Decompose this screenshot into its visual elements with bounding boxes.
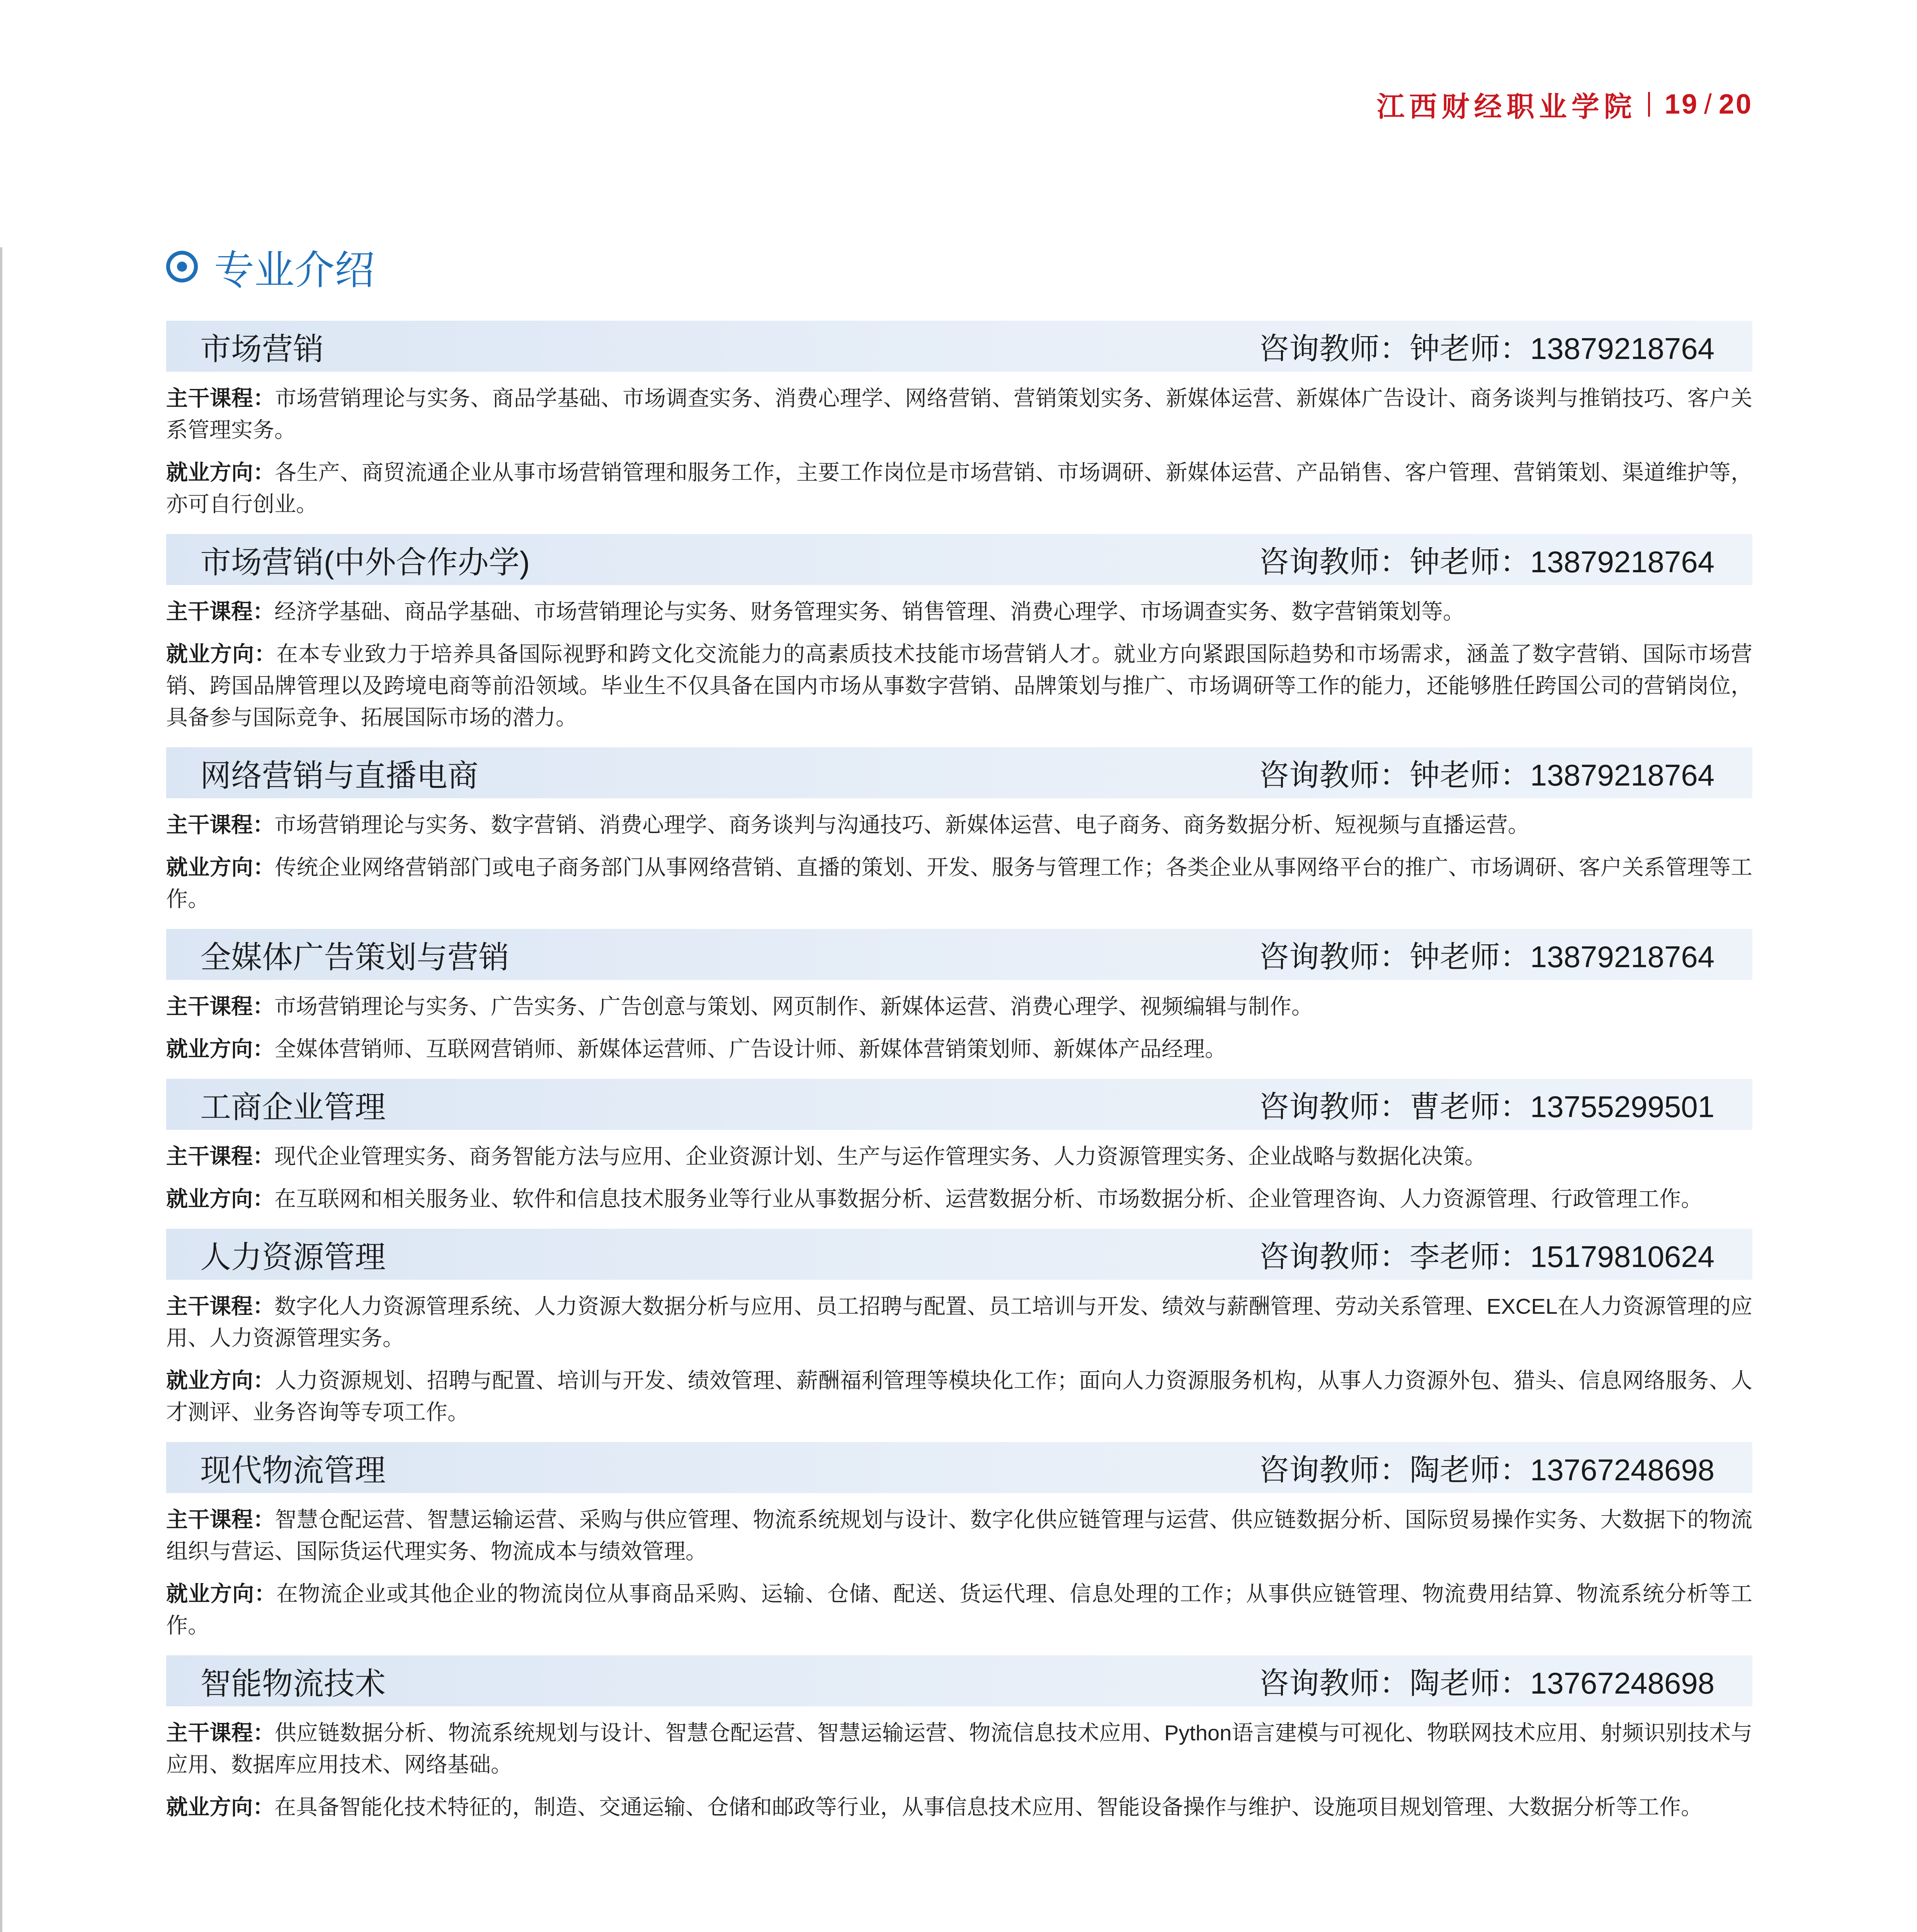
courses-label: 主干课程：	[166, 1721, 275, 1745]
major-item	[166, 747, 1752, 920]
majors-list	[166, 321, 1752, 1832]
major-header-bar	[166, 1655, 1752, 1706]
major-contact: 咨询教师：曹老师：13755299501	[1259, 1090, 1715, 1124]
major-career	[166, 1365, 1752, 1428]
major-career	[166, 1578, 1752, 1641]
major-name: 市场营销(中外合作办学)	[200, 545, 530, 580]
career-label: 就业方向：	[166, 1037, 274, 1061]
major-name: 人力资源管理	[200, 1240, 386, 1274]
major-contact: 咨询教师：钟老师：13879218764	[1259, 332, 1715, 366]
career-text: 在本专业致力于培养具备国际视野和跨文化交流能力的高素质技术技能市场营销人才。就业方向紧跟国际趋势和市场需求，涵盖了数字营销、国际市场营销、跨国品牌管理以及跨境电商等前沿领域。毕业生不仅具备在国内市场从事数字营销、品牌策划与推广、市场调研等工作的能力，还能够胜任跨国公司的营销岗位，具备参与国际竞争、拓展国际市场的潜力。	[166, 642, 1753, 730]
major-header-bar	[166, 534, 1752, 585]
career-text: 在具备智能化技术特征的，制造、交通运输、仓储和邮政等行业，从事信息技术应用、智能设备操作与维护、设施项目规划管理、大数据分析等工作。	[274, 1795, 1703, 1819]
major-career	[166, 638, 1752, 733]
courses-label: 主干课程：	[166, 994, 274, 1019]
major-career	[166, 852, 1752, 915]
page-number-current: 19	[1664, 89, 1699, 120]
major-name: 工商企业管理	[200, 1090, 386, 1124]
career-label: 就业方向：	[166, 1187, 274, 1211]
page-number-total: 20	[1718, 89, 1753, 120]
major-name: 现代物流管理	[200, 1453, 386, 1488]
major-item	[166, 534, 1752, 739]
courses-text: 供应链数据分析、物流系统规划与设计、智慧仓配运营、智慧运输运营、物流信息技术应用、Python语言建模与可视化、物联网技术应用、射频识别技术与应用、数据库应用技术、网络基础。	[166, 1721, 1753, 1777]
major-name: 市场营销	[200, 332, 324, 366]
major-courses	[166, 991, 1752, 1022]
major-item	[166, 1079, 1752, 1220]
major-career	[166, 1791, 1752, 1823]
major-header-bar	[166, 747, 1752, 798]
major-name: 网络营销与直播电商	[200, 758, 478, 793]
career-text: 传统企业网络营销部门或电子商务部门从事网络营销、直播的策划、开发、服务与管理工作；各类企业从事网络平台的推广、市场调研、客户关系管理等工作。	[166, 855, 1753, 911]
courses-text: 现代企业管理实务、商务智能方法与应用、企业资源计划、生产与运作管理实务、人力资源管理实务、企业战略与数据化决策。	[274, 1144, 1486, 1168]
major-item	[166, 1442, 1752, 1647]
major-contact: 咨询教师：钟老师：13879218764	[1259, 545, 1715, 579]
major-header-bar	[166, 1229, 1752, 1280]
career-text: 人力资源规划、招聘与配置、培训与开发、绩效管理、薪酬福利管理等模块化工作；面向人力资源服务机构，从事人力资源外包、猎头、信息网络服务、人才测评、业务咨询等专项工作。	[166, 1368, 1753, 1424]
major-courses	[166, 1717, 1752, 1781]
career-label: 就业方向：	[166, 1368, 275, 1393]
major-item	[166, 929, 1752, 1070]
courses-text: 智慧仓配运营、智慧运输运营、采购与供应管理、物流系统规划与设计、数字化供应链管理与运营、供应链数据分析、国际贸易操作实务、大数据下的物流组织与营运、国际货运代理实务、物流成本与绩效管理。	[166, 1507, 1753, 1563]
major-item	[166, 321, 1752, 526]
major-name: 智能物流技术	[200, 1666, 386, 1701]
courses-label: 主干课程：	[166, 1294, 275, 1318]
career-text: 在物流企业或其他企业的物流岗位从事商品采购、运输、仓储、配送、货运代理、信息处理的工作；从事供应链管理、物流费用结算、物流系统分析等工作。	[166, 1582, 1753, 1638]
career-label: 就业方向：	[166, 642, 277, 666]
career-label: 就业方向：	[166, 460, 275, 485]
major-courses	[166, 596, 1752, 628]
courses-text: 市场营销理论与实务、广告实务、广告创意与策划、网页制作、新媒体运营、消费心理学、视频编辑与制作。	[274, 994, 1313, 1019]
major-contact: 咨询教师：陶老师：13767248698	[1259, 1666, 1715, 1700]
major-header-bar	[166, 321, 1752, 372]
courses-label: 主干课程：	[166, 599, 274, 624]
major-header-bar	[166, 929, 1752, 980]
major-courses	[166, 1504, 1752, 1567]
courses-label: 主干课程：	[166, 1144, 274, 1168]
major-courses	[166, 383, 1752, 446]
courses-text: 数字化人力资源管理系统、人力资源大数据分析与应用、员工招聘与配置、员工培训与开发、绩效与薪酬管理、劳动关系管理、EXCEL在人力资源管理的应用、人力资源管理实务。	[166, 1294, 1753, 1350]
major-courses	[166, 1291, 1752, 1354]
courses-text: 市场营销理论与实务、商品学基础、市场调查实务、消费心理学、网络营销、营销策划实务、新媒体运营、新媒体广告设计、商务谈判与推销技巧、客户关系管理实务。	[166, 386, 1753, 442]
major-contact: 咨询教师：李老师：15179810624	[1259, 1240, 1715, 1274]
target-bullet-icon	[166, 251, 198, 282]
major-item	[166, 1655, 1752, 1823]
major-name: 全媒体广告策划与营销	[200, 940, 509, 975]
section-title	[166, 240, 375, 294]
career-text: 在互联网和相关服务业、软件和信息技术服务业等行业从事数据分析、运营数据分析、市场数据分析、企业管理咨询、人力资源管理、行政管理工作。	[274, 1187, 1703, 1211]
courses-label: 主干课程：	[166, 1507, 275, 1532]
career-text: 全媒体营销师、互联网营销师、新媒体运营师、广告设计师、新媒体营销策划师、新媒体产品经理。	[274, 1037, 1226, 1061]
major-courses	[166, 1141, 1752, 1172]
left-margin-rule	[0, 247, 2, 1932]
major-header-bar	[166, 1442, 1752, 1493]
major-item	[166, 1229, 1752, 1434]
courses-text: 市场营销理论与实务、数字营销、消费心理学、商务谈判与沟通技巧、新媒体运营、电子商务、商务数据分析、短视频与直播运营。	[274, 813, 1529, 837]
major-header-bar	[166, 1079, 1752, 1130]
courses-label: 主干课程：	[166, 386, 275, 410]
career-label: 就业方向：	[166, 1582, 277, 1606]
major-contact: 咨询教师：钟老师：13879218764	[1259, 940, 1715, 974]
major-career	[166, 1033, 1752, 1065]
header-divider	[1648, 92, 1650, 117]
major-contact: 咨询教师：钟老师：13879218764	[1259, 758, 1715, 792]
courses-text: 经济学基础、商品学基础、市场营销理论与实务、财务管理实务、销售管理、消费心理学、市场调查实务、数字营销策划等。	[274, 599, 1465, 624]
career-label: 就业方向：	[166, 855, 275, 879]
courses-label: 主干课程：	[166, 813, 274, 837]
career-text: 各生产、商贸流通企业从事市场营销管理和服务工作，主要工作岗位是市场营销、市场调研、新媒体运营、产品销售、客户管理、营销策划、渠道维护等，亦可自行创业。	[166, 460, 1753, 516]
section-title-text: 专业介绍	[214, 248, 375, 293]
school-name: 江西财经职业学院	[1376, 92, 1636, 122]
major-career	[166, 457, 1752, 520]
major-contact: 咨询教师：陶老师：13767248698	[1259, 1453, 1715, 1487]
page-number-separator: /	[1704, 89, 1713, 120]
major-courses	[166, 809, 1752, 841]
major-career	[166, 1183, 1752, 1215]
career-label: 就业方向：	[166, 1795, 274, 1819]
page-header	[1377, 86, 1753, 123]
